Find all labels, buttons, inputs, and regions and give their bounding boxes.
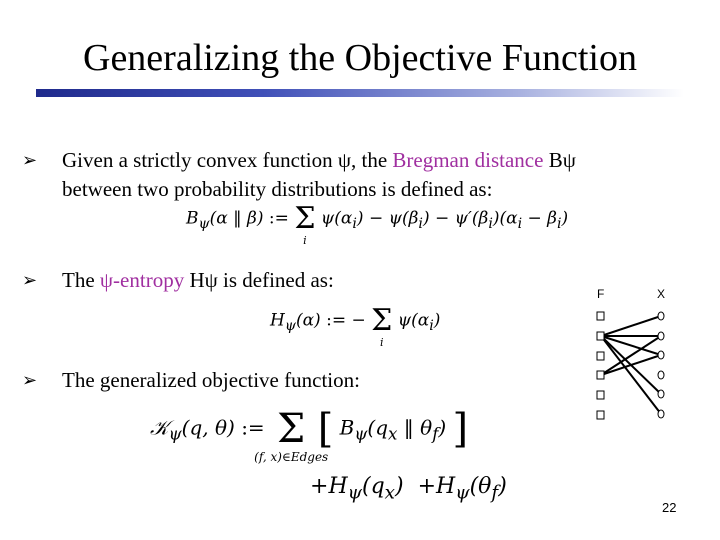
psi-entropy-term: ψ-entropy <box>99 268 185 292</box>
graph-node-x <box>658 410 664 418</box>
bullet-arrow-icon: ➢ <box>22 370 38 391</box>
title-underline-bar <box>36 89 684 97</box>
graph-edge <box>601 355 661 375</box>
objective-equation-line1: 𝒦$_\psi$(q, θ) := Σ (f, x)∈Edges [ $B_\psi(q_x$ ‖ $\theta_f$) ] <box>150 406 469 464</box>
graph-node-f <box>597 371 604 379</box>
bullet-arrow-icon: ➢ <box>22 150 38 171</box>
graph-edge <box>601 336 661 414</box>
graph-left-label: F <box>597 287 605 301</box>
graph-edge <box>601 316 661 336</box>
graph-node-f <box>597 312 604 320</box>
slide-title: Generalizing the Objective Function <box>83 37 637 79</box>
graph-node-x <box>658 390 664 398</box>
graph-right-label: X <box>657 287 666 301</box>
graph-node-f <box>597 352 604 360</box>
graph-node-f <box>597 411 604 419</box>
bregman-distance-equation: $B_\psi(\alpha$ ‖ β) := Σ i $\psi(\alpha_i) - \psi(\beta_i) - \psi'(\beta_i)(\alpha_i - \beta_i)$ <box>186 201 569 247</box>
entropy-equation: $H_\psi(\alpha)$ := − Σ i $\psi(\alpha_i)$ <box>270 303 441 349</box>
graph-edge <box>601 336 661 375</box>
graph-node-x <box>658 312 664 320</box>
graph-node-x <box>658 332 664 340</box>
bipartite-graph-diagram <box>585 280 675 430</box>
bullet-arrow-icon: ➢ <box>22 270 38 291</box>
objective-equation-line2: $+H_\psi(q_x) +H_\psi(\theta_f)$ <box>310 474 507 504</box>
graph-node-x <box>658 371 664 379</box>
graph-node-f <box>597 332 604 340</box>
graph-node-f <box>597 391 604 399</box>
graph-node-x <box>658 351 664 359</box>
page-number: 22 <box>662 500 677 515</box>
bregman-distance-term: Bregman distance <box>392 148 544 172</box>
